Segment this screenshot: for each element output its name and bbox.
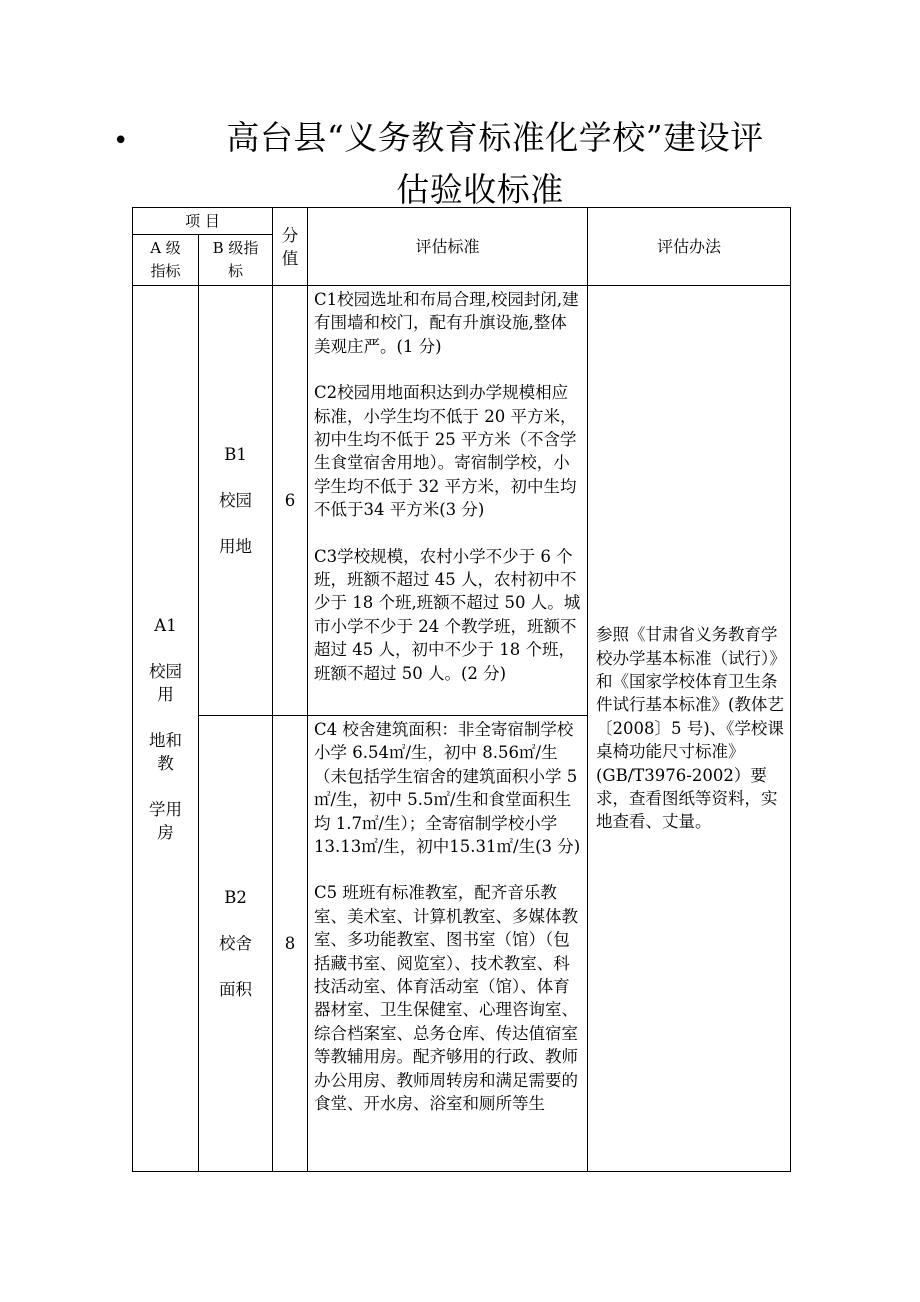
b1-indicator: B1 校园 用地 bbox=[199, 286, 273, 716]
criterion-c4: C4 校舍建筑面积：非全寄宿制学校小学 6.54㎡/生，初中 8.56㎡/生（未包括学生宿舍的建筑面积小学 5㎡/生，初中 5.5㎡/生和食堂面积生均 1.7㎡/生）；全寄宿制学校小学 13.13㎡/生，初中15.31㎡/生(3 分) bbox=[314, 720, 581, 857]
b2-indicator: B2 校舍 面积 bbox=[199, 716, 273, 1172]
b1-score: 6 bbox=[273, 286, 308, 716]
b2-criteria bbox=[308, 716, 588, 1172]
header-criteria: 评估标准 bbox=[308, 208, 588, 286]
title-line-1: 高台县“义务教育标准化学校”建设评 bbox=[226, 118, 764, 157]
bullet-marker: • bbox=[113, 126, 129, 156]
b2-score: 8 bbox=[273, 716, 308, 1172]
document-title bbox=[120, 112, 840, 216]
header-b-level: B 级指 标 bbox=[199, 235, 273, 286]
a1-indicator: A1 校园 用 地和 教 学用 房 bbox=[133, 286, 199, 1172]
b1-criteria bbox=[308, 286, 588, 716]
criterion-c3: C3学校规模，农村小学不少于 6 个班，班额不超过 45 人，农村初中不少于 18 个班,班额不超过 50 人。城市小学不少于 24 个教学班，班额不超过 45 人，初中不少于 18 个班，班额不超过 50 人。(2 分) bbox=[314, 546, 581, 683]
a1-method: 参照《甘肃省义务教育学校办学基本标准（试行）》和《国家学校体育卫生条件试行基本标准》(教体艺〔2008〕5 号)、《学校课桌椅功能尺寸标准》(GB/T3976-2002）要求，查看图纸等资料，实地查看、丈量。 bbox=[588, 286, 791, 1172]
criterion-c2: C2校园用地面积达到办学规模相应标准，小学生均不低于 20 平方米，初中生均不低于 25 平方米（不含学生食堂宿舍用地）。寄宿制学校，小学生均不低于 32 平方米，初中生均不低于34 平方米(3 分) bbox=[314, 383, 577, 520]
criterion-c5: C5 班班有标准教室，配齐音乐教室、美术室、计算机教室、多媒体教室、多功能教室、图书室（馆）（包括藏书室、阅览室）、技术教室、科技活动室、体育活动室（馆）、体育器材室、卫生保健室、心理咨询室、综合档案室、总务仓库、传达值宿室等教辅用房。配齐够用的行政、教师办公用房、教师周转房和满足需要的食堂、开水房、浴室和厕所等生 bbox=[314, 883, 578, 1114]
header-method: 评估办法 bbox=[588, 208, 791, 286]
title-line-2: 估验收标准 bbox=[396, 170, 564, 209]
header-item: 项 目 bbox=[133, 208, 273, 235]
header-score: 分 值 bbox=[273, 208, 308, 286]
criterion-c1: C1校园选址和布局合理,校园封闭,建有围墙和校门，配有升旗设施,整体美观庄严。(1 分) bbox=[314, 290, 579, 356]
evaluation-standard-table bbox=[132, 207, 791, 1172]
header-a-level: A 级 指标 bbox=[133, 235, 199, 286]
